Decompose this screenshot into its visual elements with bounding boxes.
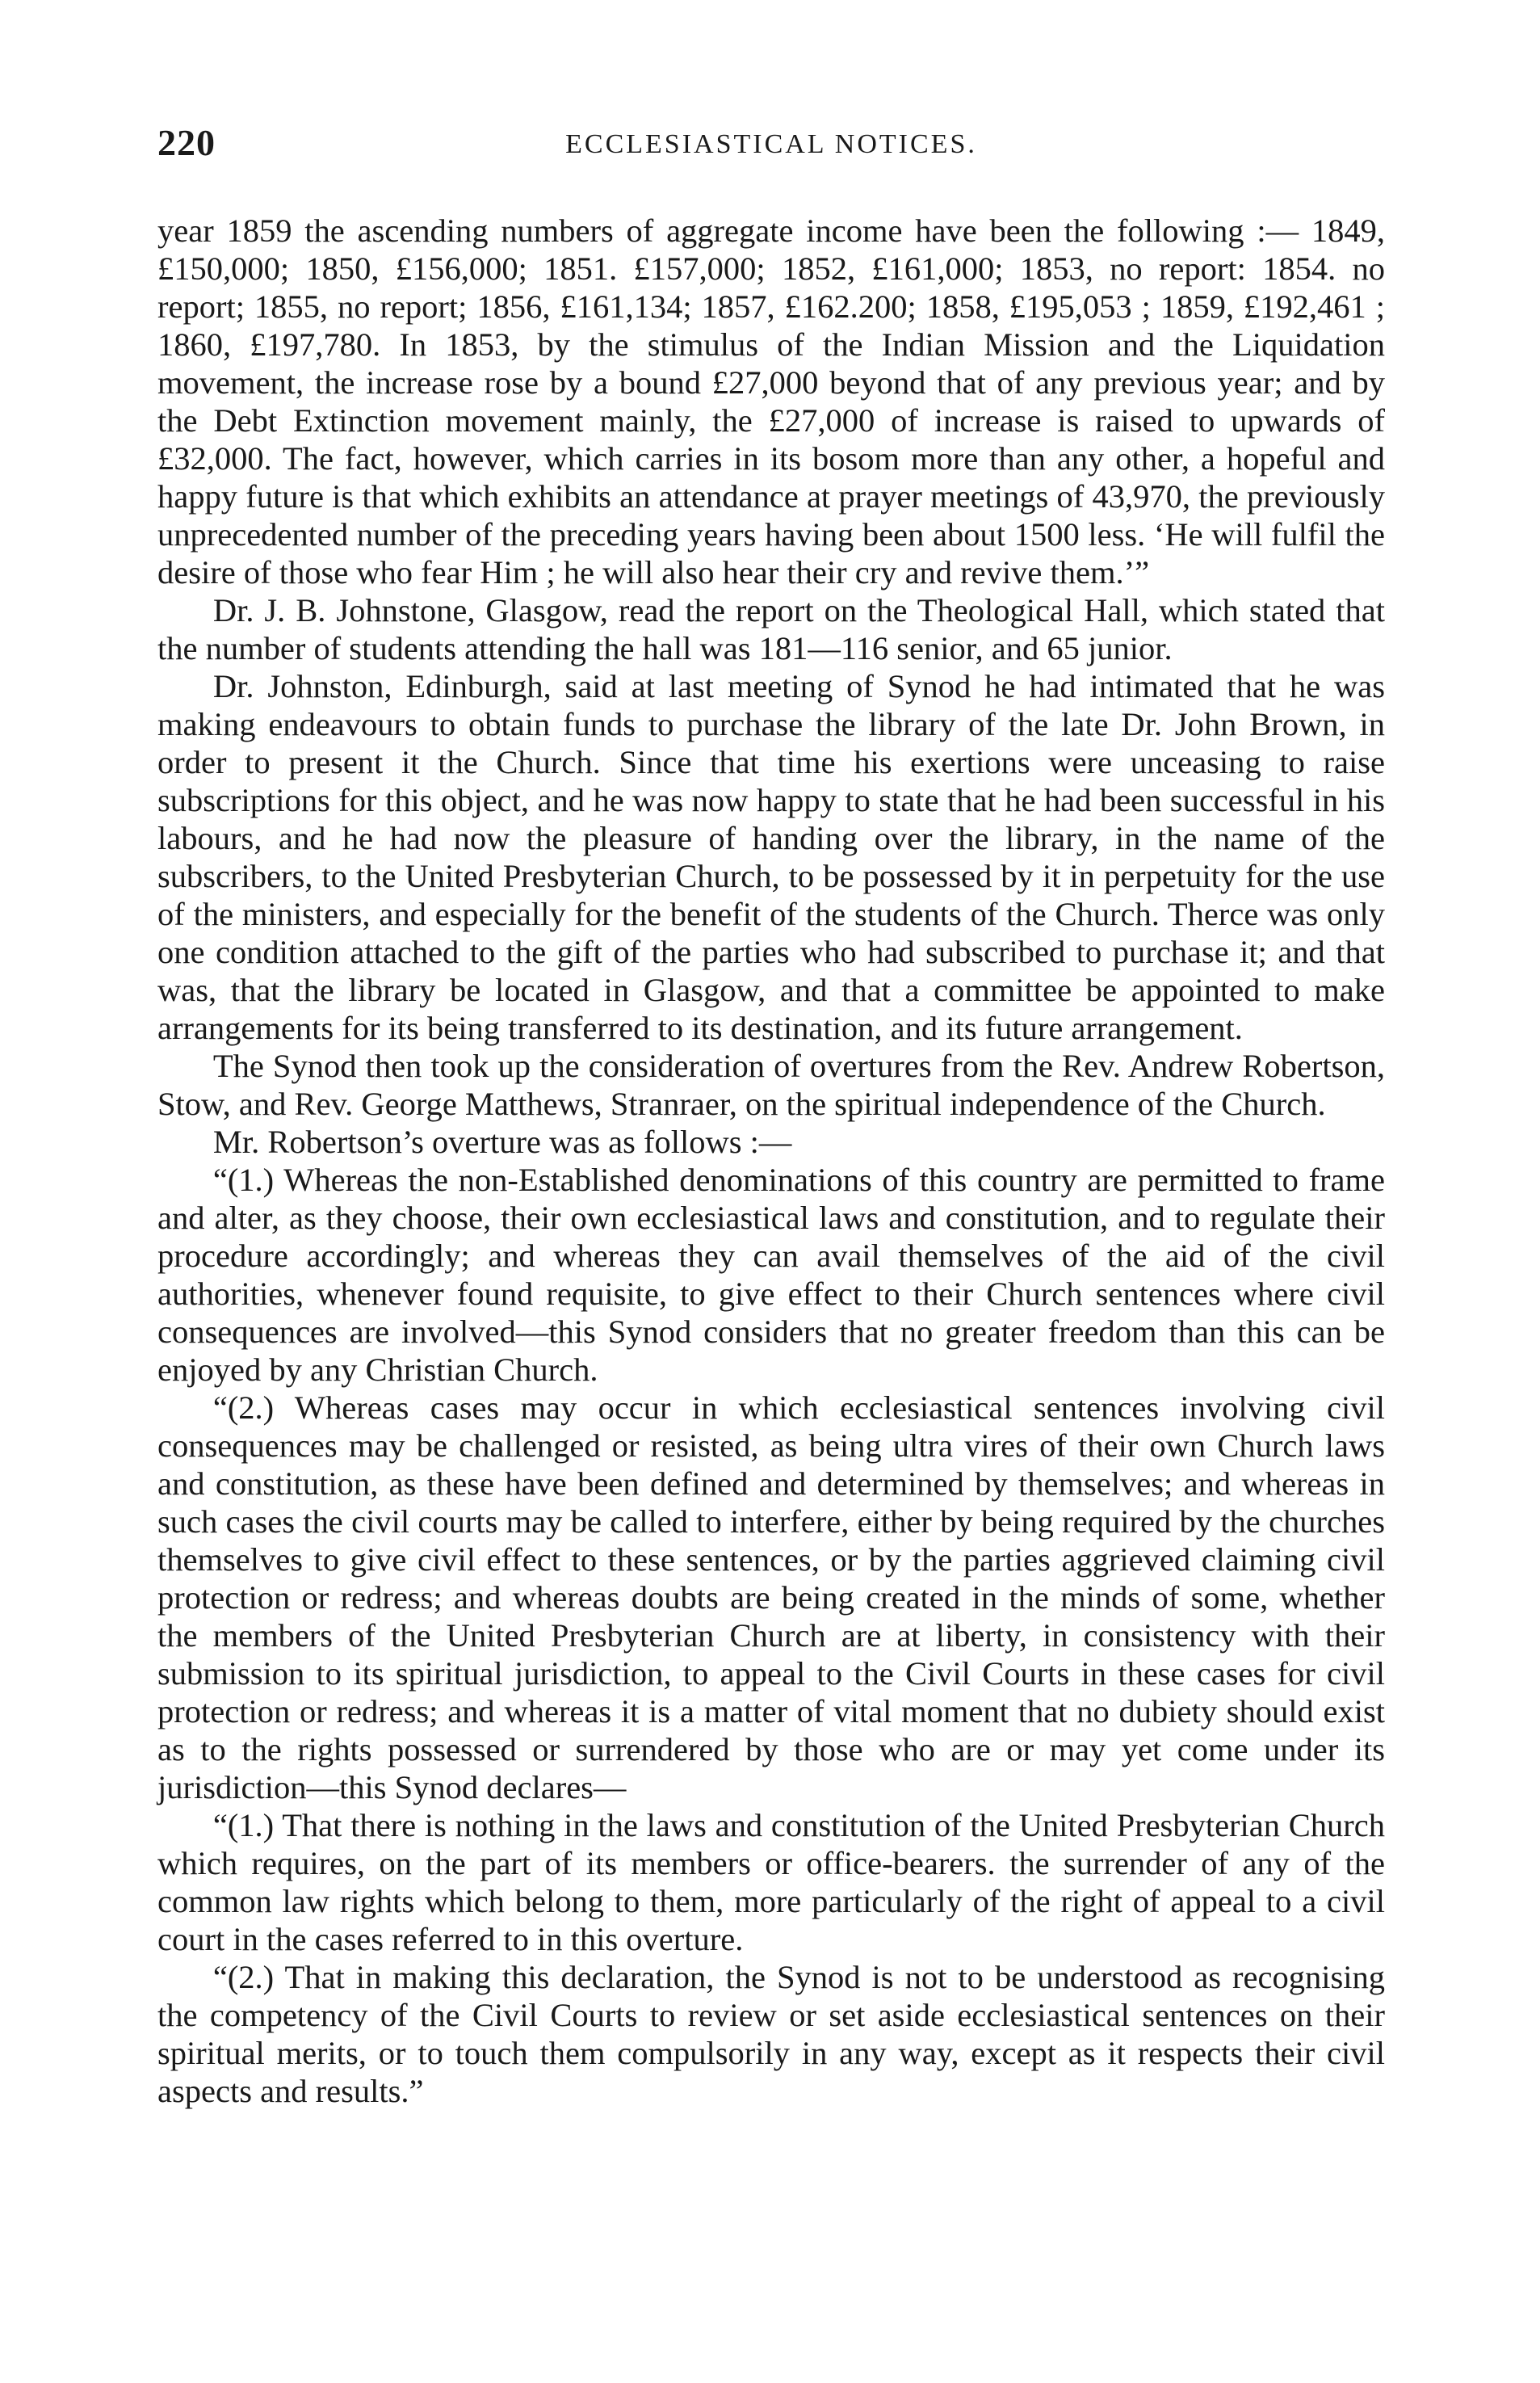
page-number: 220 [157,122,216,163]
paragraph-overture-clause-1: “(1.) Whereas the non-Established denominations of this country are permitted to frame and alter, as they choose, their own ecclesiastical laws and constitution, and to regulate their procedure accordingly; and whereas they can avail themselves of the aid of the civil authorities, whenever found requisite, to give effect to their Church sentences where civil consequences are involved—this Synod considers that no greater freedom than this can be enjoyed by any Christian Church. [157,1162,1385,1388]
paragraph-theological-hall: Dr. J. B. Johnstone, Glasgow, read the report on the Theological Hall, which stated that the number of students attending the hall was 181—116 senior, and 65 junior. [157,592,1385,666]
paragraph-overture-clause-2: “(2.) Whereas cases may occur in which ecclesiastical sentences involving civil consequences may be challenged or resisted, as being ultra vires of their own Church laws and constitution, as these have been defined and determined by themselves; and whereas in such cases the civil courts may be called to interfere, either by being required by the churches themselves to give civil effect to these sentences, or by the parties aggrieved claiming civil protection or redress; and whereas doubts are being created in the minds of some, whether the members of the United Presbyterian Church are at liberty, in consistency with their submission to its spiritual jurisdiction, to appeal to the Civil Courts in these cases for civil protection or redress; and whereas it is a matter of vital moment that no dubiety should exist as to the rights possessed or surrendered by those who are or may yet come under its jurisdiction—this Synod declares— [157,1389,1385,1805]
paragraph-declaration-2: “(2.) That in making this declaration, the Synod is not to be understood as recognising the competency of the Civil Courts to review or set aside ecclesiastical sentences on their spiritual merits, or to touch them compulsorily in any way, except as it respects their civil aspects and results.” [157,1959,1385,2109]
page-header [157,121,1385,170]
paragraph-income-figures: year 1859 the ascending numbers of aggregate income have been the following :— 1849, £150,000; 1850, £156,000; 1851. £157,000; 1852, £161,000; 1853, no report: 1854. no report; 1855, no report; 1856, £161,134; 1857, £162.200; 1858, £195,053 ; 1859, £192,461 ; 1860, £197,780. In 1853, by the stimulus of the Indian Mission and the Liquidation movement, the increase rose by a bound £27,000 beyond that of any previous year; and by the Debt Extinction movement mainly, the £27,000 of increase is raised to upwards of £32,000. The fact, however, which carries in its bosom more than any other, a hopeful and happy future is that which exhibits an attendance at prayer meetings of 43,970, the previously unprecedented number of the preceding years having been about 1500 less. ‘He will fulfil the desire of those who fear Him ; he will also hear their cry and revive them.’” [157,212,1385,590]
paragraph-overtures: The Synod then took up the consideration of overtures from the Rev. Andrew Robertson, Stow, and Rev. George Matthews, Stranraer, on the spiritual independence of the Church. [157,1048,1385,1122]
paragraph-library-gift: Dr. Johnston, Edinburgh, said at last meeting of Synod he had intimated that he was making endeavours to obtain funds to purchase the library of the late Dr. John Brown, in order to present it the Church. Since that time his exertions were unceasing to raise subscriptions for this object, and he was now happy to state that he had been successful in his labours, and he had now the pleasure of handing over the library, in the name of the subscribers, to the United Presbyterian Church, to be possessed by it in perpetuity for the use of the ministers, and especially for the benefit of the students of the Church. Therce was only one condition attached to the gift of the parties who had subscribed to purchase it; and that was, that the library be located in Glasgow, and that a committee be appointed to make arrangements for its being transferred to its destination, and its future arrangement. [157,668,1385,1046]
running-head: ECCLESIASTICAL NOTICES. [565,129,977,159]
paragraph-declaration-1: “(1.) That there is nothing in the laws and constitution of the United Presbyterian Church which requires, on the part of its members or office-bearers. the surrender of any of the common law rights which belong to them, more particularly of the right of appeal to a civil court in the cases referred to in this overture. [157,1807,1385,1957]
paragraph-overture-intro: Mr. Robertson’s overture was as follows :— [212,1124,792,1160]
page-body [157,212,1385,2110]
